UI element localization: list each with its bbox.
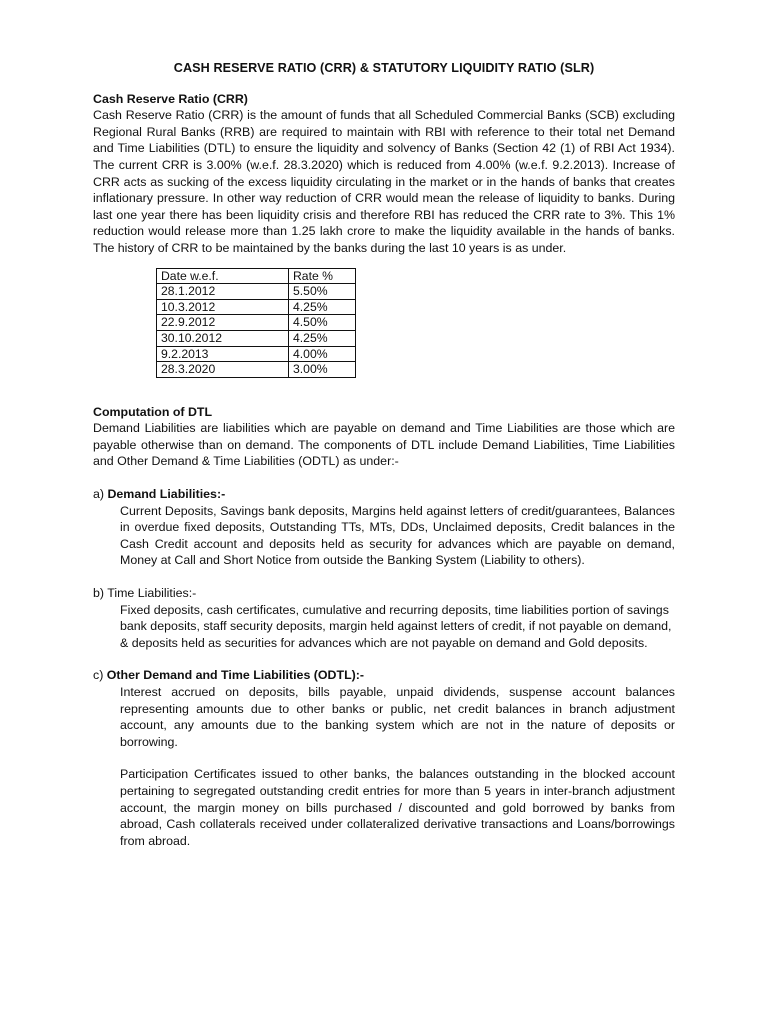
odtl-section [93, 667, 675, 849]
demand-liabilities-heading [93, 486, 675, 503]
table-row [157, 346, 356, 362]
odtl-heading [93, 667, 675, 684]
dtl-heading: Computation of DTL [93, 404, 213, 419]
odtl-prefix: c) [93, 668, 107, 683]
table-cell-date: 9.2.2013 [157, 346, 289, 362]
table-cell-rate: 3.00% [289, 362, 356, 378]
table-row [157, 330, 356, 346]
table-row [157, 315, 356, 331]
time-liabilities-heading: b) Time Liabilities:- [93, 586, 197, 601]
table-header-rate: Rate % [289, 268, 356, 284]
table-header-date: Date w.e.f. [157, 268, 289, 284]
odtl-title: Other Demand and Time Liabilities (ODTL):- [106, 668, 365, 683]
crr-section [93, 91, 675, 257]
table-cell-date: 10.3.2012 [157, 299, 289, 315]
table-cell-date: 28.3.2020 [157, 362, 289, 378]
odtl-paragraph-2: Participation Certificates issued to other banks, the balances outstanding in the blocked account pertaining to segregated outstanding credit entries for more than 5 years in inter-branch adjustment account, the margin money on bills purchased / discounted and gold borrowed by banks from abroad, Cash collaterals received under collateralized derivative transactions and Loans/borrowings from abroad. [120, 767, 675, 848]
table-row [157, 284, 356, 300]
document-title: CASH RESERVE RATIO (CRR) & STATUTORY LIQUIDITY RATIO (SLR) [173, 61, 595, 75]
demand-liabilities-paragraph: Current Deposits, Savings bank deposits, Margins held against letters of credit/guarantees, Balances in overdue fixed deposits, Outstanding TTs, MTs, DDs, Unclaimed deposits, Credit balances in the Cash Credit account and deposits held as security for advances which are payable on demand, Money at Call and Short Notice from outside the Banking System (Liability to others). [120, 503, 675, 568]
time-liabilities-paragraph: Fixed deposits, cash certificates, cumulative and recurring deposits, time liabilities portion of savings bank deposits, staff security deposits, margin held against letters of credit, if not payable on demand, & deposits held as securities for advances which are not payable on demand and Gold deposits. [120, 602, 672, 650]
table-cell-rate: 4.50% [289, 315, 356, 331]
odtl-paragraph: Interest accrued on deposits, bills payable, unpaid dividends, suspense account balances representing amounts due to other banks or public, net credit balances in branch adjustment account, any amounts due to the banking system which are not in the nature of deposits or borrowing. [120, 685, 675, 749]
crr-heading: Cash Reserve Ratio (CRR) [93, 91, 248, 106]
table-cell-rate: 5.50% [289, 284, 356, 300]
crr-history-table [156, 268, 356, 378]
demand-liabilities-section [93, 486, 675, 569]
time-liabilities-section [93, 585, 675, 651]
table-header-row [157, 268, 356, 284]
table-cell-rate: 4.25% [289, 330, 356, 346]
table-cell-date: 30.10.2012 [157, 330, 289, 346]
table-cell-date: 22.9.2012 [157, 315, 289, 331]
table-cell-rate: 4.00% [289, 346, 356, 362]
document-page [93, 60, 675, 849]
demand-liabilities-title: Demand Liabilities:- [107, 487, 226, 502]
table-row [157, 362, 356, 378]
table-row [157, 299, 356, 315]
table-cell-rate: 4.25% [289, 299, 356, 315]
dtl-section [93, 404, 675, 470]
crr-paragraph: Cash Reserve Ratio (CRR) is the amount of funds that all Scheduled Commercial Banks (SCB) excluding Regional Rural Banks (RRB) are required to maintain with RBI with reference to their total net Demand and Time Liabilities (DTL) to ensure the liquidity and solvency of Banks (Section 42 (1) of RBI Act 1934). The current CRR is 3.00% (w.e.f. 28.3.2020) which is reduced from 4.00% (w.e.f. 9.2.2013). Increase of CRR acts as sucking of the excess liquidity circulating in the market or in the hands of banks that creates inflationary pressure. In other way reduction of CRR would mean the release of liquidity to banks. During last one year there has been liquidity crisis and therefore RBI has reduced the CRR rate to 3%. This 1% reduction would release more than 1.25 lakh crore to make the liquidity available in the hands of banks. The history of CRR to be maintained by the banks during the last 10 years is as under. [93, 108, 675, 255]
table-cell-date: 28.1.2012 [157, 284, 289, 300]
demand-liabilities-prefix: a) [93, 487, 108, 502]
paragraph-gap [93, 750, 675, 766]
dtl-paragraph: Demand Liabilities are liabilities which are payable on demand and Time Liabilities are those which are payable otherwise than on demand. The components of DTL include Demand Liabilities, Time Liabilities and Other Demand & Time Liabilities (ODTL) as under:- [93, 421, 675, 469]
